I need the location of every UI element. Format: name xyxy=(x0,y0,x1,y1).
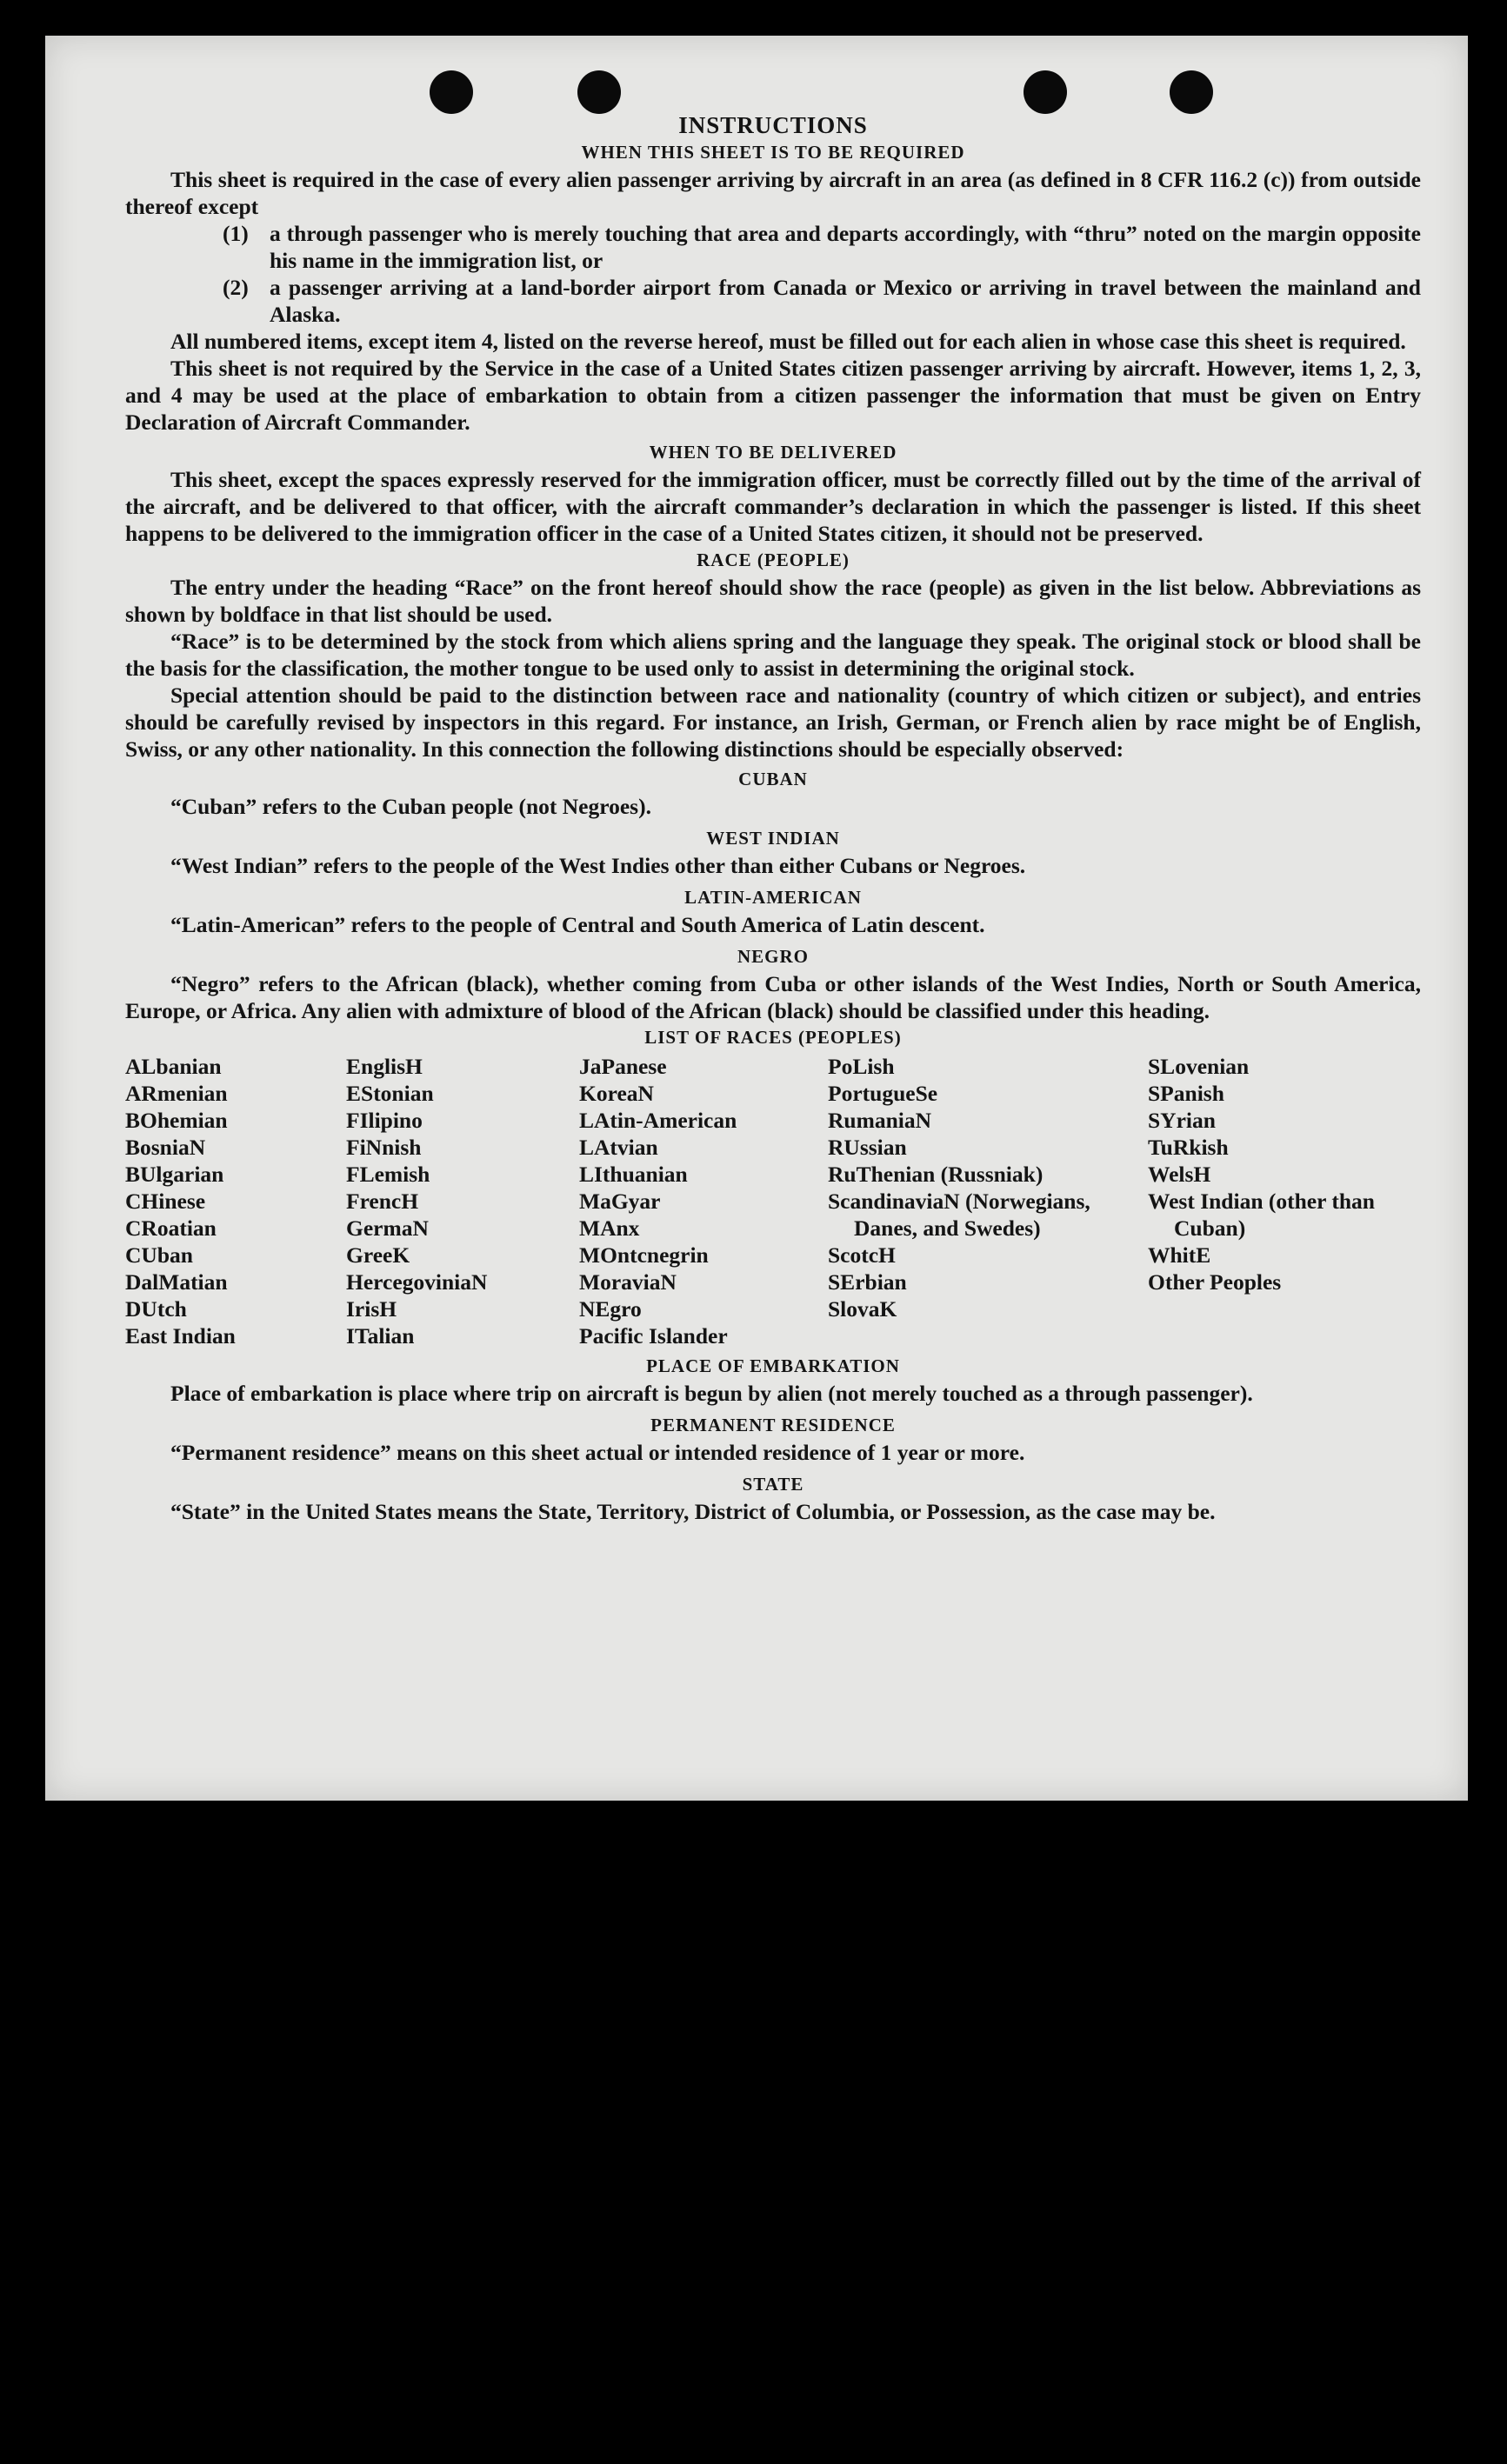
races-list xyxy=(125,1053,1421,1349)
when-required-paragraph-2: All numbered items, except item 4, listed on the reverse hereof, must be filled out for each alien in whose case this sheet is required. xyxy=(170,329,1406,354)
race-entry: Other Peoples xyxy=(1148,1269,1282,1295)
permanent-residence-text: “Permanent residence” means on this sheet actual or intended residence of 1 year or more. xyxy=(170,1440,1025,1465)
race-entry: IrisH xyxy=(346,1296,397,1322)
exception-item-text: a passenger arriving at a land-border airport from Canada or Mexico or arriving in travel between the mainland and Alaska. xyxy=(270,275,1421,327)
race-entry: LIthuanian xyxy=(579,1162,688,1187)
when-required-paragraph-1: This sheet is required in the case of every alien passenger arriving by aircraft in an area (as defined in 8 CFR 116.2 (c)) from outside thereof except xyxy=(125,167,1421,219)
latin-american-text: “Latin-American” refers to the people of Central and South America of Latin descent. xyxy=(170,912,985,937)
heading-race: RACE (PEOPLE) xyxy=(697,549,850,570)
race-entry: RuThenian (Russniak) xyxy=(828,1162,1044,1187)
exception-item-number: (2) xyxy=(223,275,249,300)
negro-text: “Negro” refers to the African (black), whether coming from Cuba or other islands of the West Indies, North or South America, Europe, or Africa. Any alien with admixture of blood of the African (black) should be classified under this heading. xyxy=(125,971,1421,1023)
race-entry: JaPanese xyxy=(579,1054,667,1079)
instructions-content xyxy=(125,112,1421,1525)
races-column-1 xyxy=(125,1053,346,1349)
west-indian-text: “West Indian” refers to the people of the West Indies other than either Cubans or Negroes. xyxy=(170,853,1026,878)
race-entry: ITalian xyxy=(346,1323,415,1349)
race-entry: BOhemian xyxy=(125,1108,228,1133)
race-entry: West Indian (other than Cuban) xyxy=(1148,1189,1375,1241)
race-entry: MAnx xyxy=(579,1215,640,1241)
exception-item-1 xyxy=(223,220,1421,274)
cuban-text: “Cuban” refers to the Cuban people (not Negroes). xyxy=(170,794,651,819)
race-paragraph-1: The entry under the heading “Race” on the front hereof should show the race (people) as given in the list below. Abbreviations as shown by boldface in that list should be used. xyxy=(125,575,1421,627)
race-entry: SPanish xyxy=(1148,1081,1224,1106)
race-entry: PoLish xyxy=(828,1054,895,1079)
exception-item-text: a through passenger who is merely touching that area and departs accordingly, with “thru” noted on the margin opposite his name in the immigration list, or xyxy=(270,221,1421,273)
race-entry: RumaniaN xyxy=(828,1108,932,1133)
race-entry: EStonian xyxy=(346,1081,434,1106)
heading-when-delivered: WHEN TO BE DELIVERED xyxy=(649,442,897,463)
race-entry: SLovenian xyxy=(1148,1054,1250,1079)
race-entry: FLemish xyxy=(346,1162,430,1187)
race-entry: Pacific Islander xyxy=(579,1323,728,1349)
race-entry: ALbanian xyxy=(125,1054,222,1079)
punch-hole-2 xyxy=(577,70,621,114)
race-entry: CRoatian xyxy=(125,1215,217,1241)
race-entry: ARmenian xyxy=(125,1081,228,1106)
exception-item-2 xyxy=(223,274,1421,328)
race-entry: SYrian xyxy=(1148,1108,1216,1133)
race-entry: NEgro xyxy=(579,1296,642,1322)
race-entry: ScandinaviaN (Norwegians, Danes, and Swedes) xyxy=(828,1189,1090,1241)
punch-hole-1 xyxy=(430,70,473,114)
race-entry: FrencH xyxy=(346,1189,419,1214)
race-entry: GermaN xyxy=(346,1215,429,1241)
race-entry: CUban xyxy=(125,1242,193,1268)
exception-item-number: (1) xyxy=(223,221,249,246)
race-entry: TuRkish xyxy=(1148,1135,1229,1160)
race-paragraph-3: Special attention should be paid to the distinction between race and nationality (country of which citizen or subject), and entries should be carefully revised by inspectors in this regard. For instance, an Irish, German, or French alien by race might be of English, Swiss, or any other nationality. In this connection the following distinctions should be especially observed: xyxy=(125,683,1421,762)
race-entry: LAtin-American xyxy=(579,1108,737,1133)
race-entry: BosniaN xyxy=(125,1135,206,1160)
heading-embarkation: PLACE OF EMBARKATION xyxy=(646,1355,900,1376)
heading-permanent-residence: PERMANENT RESIDENCE xyxy=(650,1415,896,1435)
race-paragraph-2: “Race” is to be determined by the stock from which aliens spring and the language they speak. The original stock or blood shall be the basis for the classification, the mother tongue to be used only to assist in determining the original stock. xyxy=(125,629,1421,681)
race-entry: WhitE xyxy=(1148,1242,1211,1268)
race-entry: EnglisH xyxy=(346,1054,423,1079)
race-entry: PortugueSe xyxy=(828,1081,938,1106)
embarkation-text: Place of embarkation is place where trip on aircraft is begun by alien (not merely touched as a through passenger). xyxy=(170,1381,1253,1406)
heading-races-list: LIST OF RACES (PEOPLES) xyxy=(644,1027,902,1048)
race-entry: GreeK xyxy=(346,1242,410,1268)
race-entry: FIlipino xyxy=(346,1108,423,1133)
race-entry: DUtch xyxy=(125,1296,187,1322)
when-delivered-paragraph: This sheet, except the spaces expressly reserved for the immigration officer, must be correctly filled out by the time of the arrival of the aircraft, and be delivered to that officer, with the aircraft commander’s declaration in which the passenger is listed. If this sheet happens to be delivered to the immigration officer in the case of a United States citizen, it should not be preserved. xyxy=(125,467,1421,546)
race-entry: HercegoviniaN xyxy=(346,1269,488,1295)
punch-hole-4 xyxy=(1170,70,1213,114)
when-required-paragraph-3: This sheet is not required by the Service in the case of a United States citizen passenger arriving by aircraft. However, items 1, 2, 3, and 4 may be used at the place of embarkation to obtain from a citizen passenger the information that must be given on Entry Declaration of Aircraft Commander. xyxy=(125,356,1421,435)
race-entry: LAtvian xyxy=(579,1135,658,1160)
race-entry: KoreaN xyxy=(579,1081,654,1106)
document-sheet xyxy=(45,36,1468,1801)
heading-when-required: WHEN THIS SHEET IS TO BE REQUIRED xyxy=(581,142,965,163)
heading-cuban: CUBAN xyxy=(738,769,808,789)
race-entry: BUlgarian xyxy=(125,1162,224,1187)
races-column-4 xyxy=(828,1053,1148,1349)
race-entry: MOntcnegrin xyxy=(579,1242,709,1268)
race-entry: FiNnish xyxy=(346,1135,422,1160)
state-text: “State” in the United States means the State, Territory, District of Columbia, or Possession, as the case may be. xyxy=(170,1499,1216,1524)
race-entry: RUssian xyxy=(828,1135,907,1160)
race-entry: SlovaK xyxy=(828,1296,897,1322)
races-column-3 xyxy=(579,1053,828,1349)
heading-west-indian: WEST INDIAN xyxy=(706,828,840,849)
race-entry: DalMatian xyxy=(125,1269,228,1295)
page-title: INSTRUCTIONS xyxy=(678,112,868,138)
race-entry: CHinese xyxy=(125,1189,206,1214)
race-entry: MoraviaN xyxy=(579,1269,677,1295)
race-entry: East Indian xyxy=(125,1323,236,1349)
punch-hole-3 xyxy=(1024,70,1067,114)
races-column-5 xyxy=(1148,1053,1421,1349)
races-column-2 xyxy=(346,1053,579,1349)
race-entry: ScotcH xyxy=(828,1242,896,1268)
race-entry: MaGyar xyxy=(579,1189,661,1214)
heading-negro: NEGRO xyxy=(737,946,809,967)
heading-latin-american: LATIN-AMERICAN xyxy=(684,887,862,908)
heading-state: STATE xyxy=(742,1474,804,1495)
race-entry: SErbian xyxy=(828,1269,907,1295)
race-entry: WelsH xyxy=(1148,1162,1211,1187)
